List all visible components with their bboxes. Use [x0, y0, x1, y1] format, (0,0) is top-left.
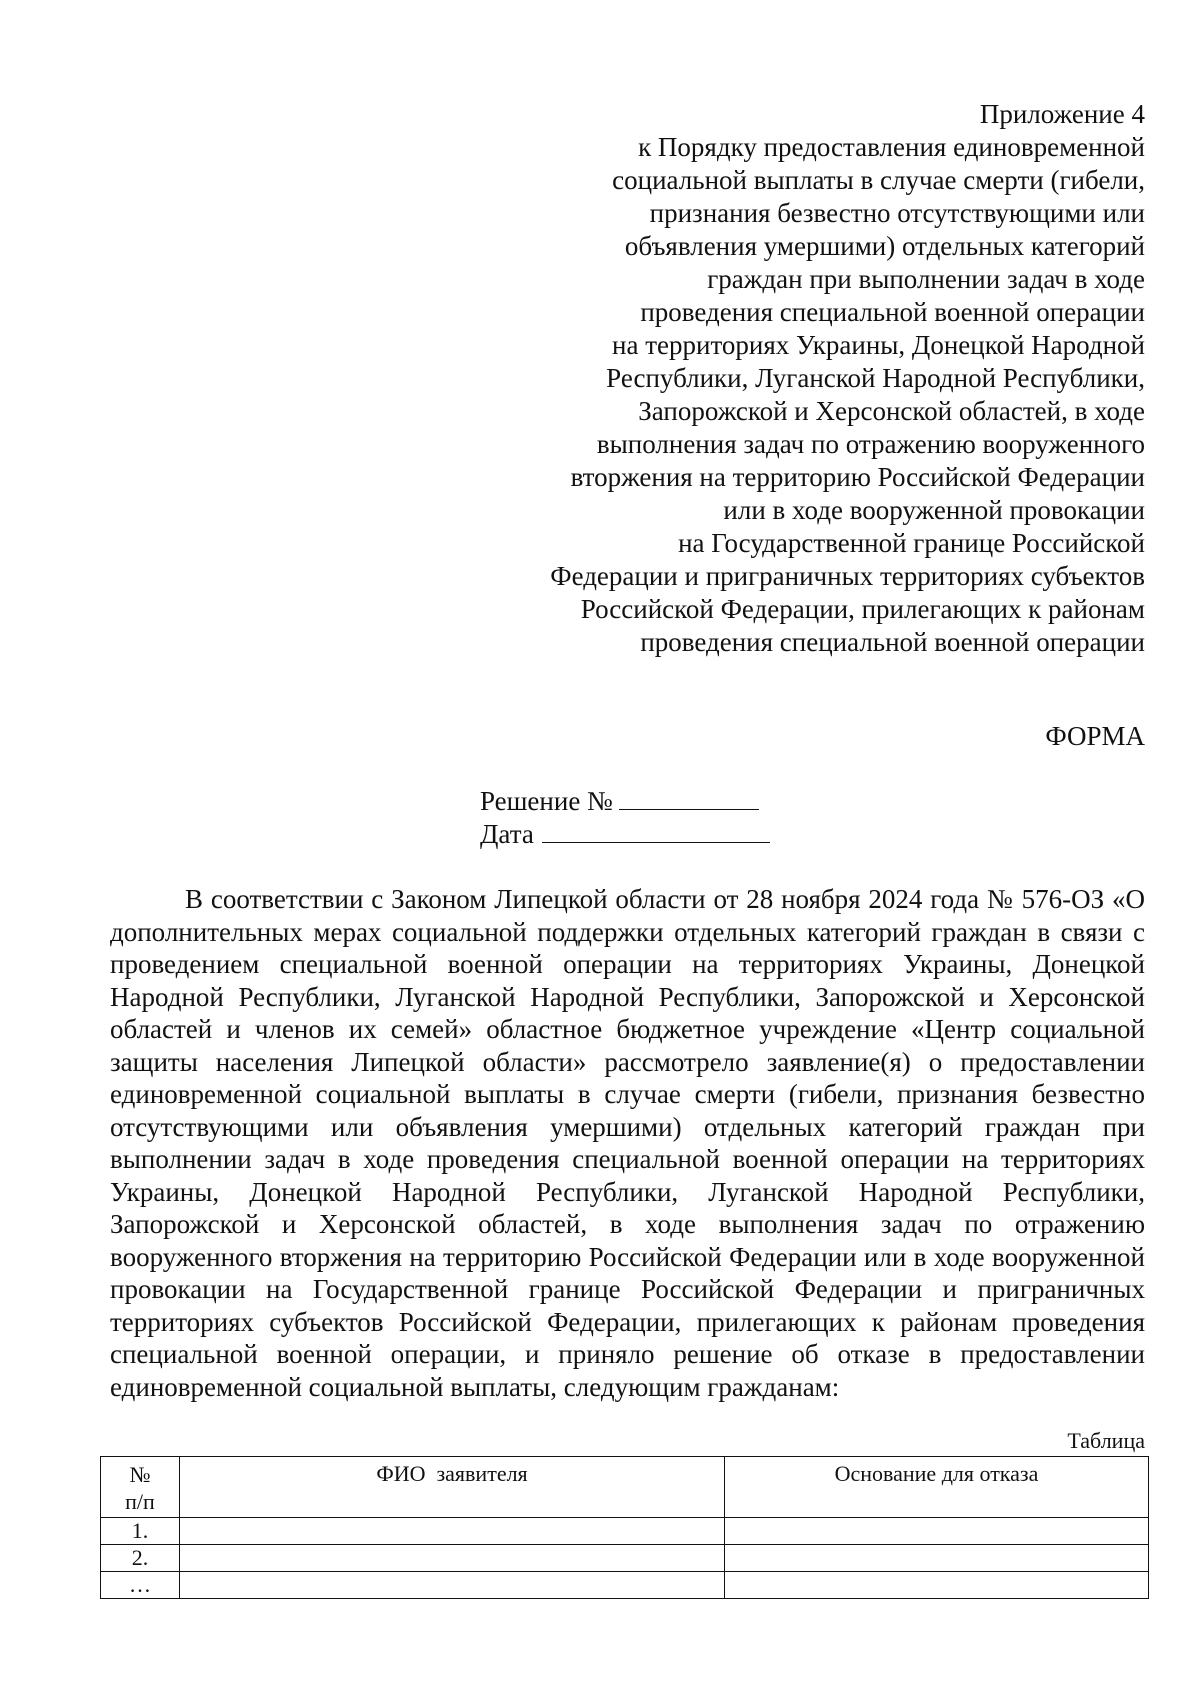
table-caption: Таблица: [1067, 1428, 1145, 1453]
appendix-line: выполнения задач по отражению вооруженного: [596, 429, 1145, 459]
header-refusal-reason: Основание для отказа: [725, 1457, 1149, 1518]
appendix-line: объявления умершими) отдельных категорий: [624, 231, 1145, 261]
appendix-line: Федерации и приграничных территориях субъектов: [550, 561, 1145, 591]
decision-number-label: Решение №: [480, 786, 613, 816]
table-header-row: [101, 1457, 1149, 1518]
decision-number-row: [480, 785, 770, 818]
decision-block: [480, 785, 770, 851]
row-number: 2.: [101, 1545, 180, 1572]
decision-date-label: Дата: [480, 819, 534, 849]
appendix-line: Приложение 4: [979, 99, 1145, 129]
decision-date-blank: [542, 820, 770, 843]
row-applicant-name: [180, 1545, 725, 1572]
table-row: [101, 1545, 1149, 1572]
appendix-line: Российской Федерации, прилегающих к районам: [580, 594, 1145, 624]
appendix-line: социальной выплаты в случае смерти (гибели,: [612, 165, 1145, 195]
header-number-line1: №: [129, 1462, 151, 1487]
row-applicant-name: [180, 1518, 725, 1545]
header-applicant-name: ФИО заявителя: [180, 1457, 725, 1518]
decision-date-row: [480, 818, 770, 851]
refusals-table: [100, 1456, 1149, 1599]
header-number: [101, 1457, 180, 1518]
form-label: ФОРМА: [1045, 721, 1145, 751]
row-refusal-reason: [725, 1545, 1149, 1572]
appendix-line: Республики, Луганской Народной Республики,: [606, 363, 1145, 393]
table-row: [101, 1518, 1149, 1545]
appendix-line: на территориях Украины, Донецкой Народной: [612, 330, 1145, 360]
decision-number-blank: [619, 787, 759, 810]
appendix-line: или в ходе вооруженной провокации: [723, 495, 1145, 525]
table-row: [101, 1572, 1149, 1599]
header-number-line2: п/п: [125, 1489, 155, 1514]
appendix-line: граждан при выполнении задач в ходе: [707, 264, 1145, 294]
appendix-line: на Государственной границе Российской: [678, 528, 1145, 558]
appendix-line: признания безвестно отсутствующими или: [649, 198, 1145, 228]
appendix-line: проведения специальной военной операции: [640, 627, 1145, 657]
row-applicant-name: [180, 1572, 725, 1599]
appendix-line: Запорожской и Херсонской областей, в ходе: [638, 396, 1145, 426]
appendix-line: вторжения на территорию Российской Федерации: [570, 462, 1145, 492]
body-paragraph: В соответствии с Законом Липецкой области от 28 ноября 2024 года № 576-ОЗ «О дополнительных мерах социальной поддержки отдельных категорий граждан в связи с проведением специальной военной операции на территориях Украины, Донецкой Народной Республики, Луганской Народной Республики, Запорожской и Херсонской областей и членов их семей» областное бюджетное учреждение «Центр социальной защиты населения Липецкой области» рассмотрело заявление(я) о предоставлении единовременной социальной выплаты в случае смерти (гибели, признания безвестно отсутствующими или объявления умершими) отдельных категорий граждан при выполнении задач в ходе проведения специальной военной операции на территориях Украины, Донецкой Народной Республики, Луганской Народной Республики, Запорожской и Херсонской областей, в ходе выполнения задач по отражению вооруженного вторжения на территорию Российской Федерации или в ходе вооруженной провокации на Государственной границе Российской Федерации и приграничных территориях субъектов Российской Федерации, прилегающих к районам проведения специальной военной операции, и приняло решение об отказе в предоставлении единовременной социальной выплаты, следующим гражданам:: [110, 884, 1145, 1402]
row-refusal-reason: [725, 1572, 1149, 1599]
appendix-line: к Порядку предоставления единовременной: [638, 132, 1145, 162]
row-number: …: [101, 1572, 180, 1599]
appendix-header: [505, 98, 1145, 659]
row-number: 1.: [101, 1518, 180, 1545]
row-refusal-reason: [725, 1518, 1149, 1545]
appendix-line: проведения специальной военной операции: [640, 297, 1145, 327]
